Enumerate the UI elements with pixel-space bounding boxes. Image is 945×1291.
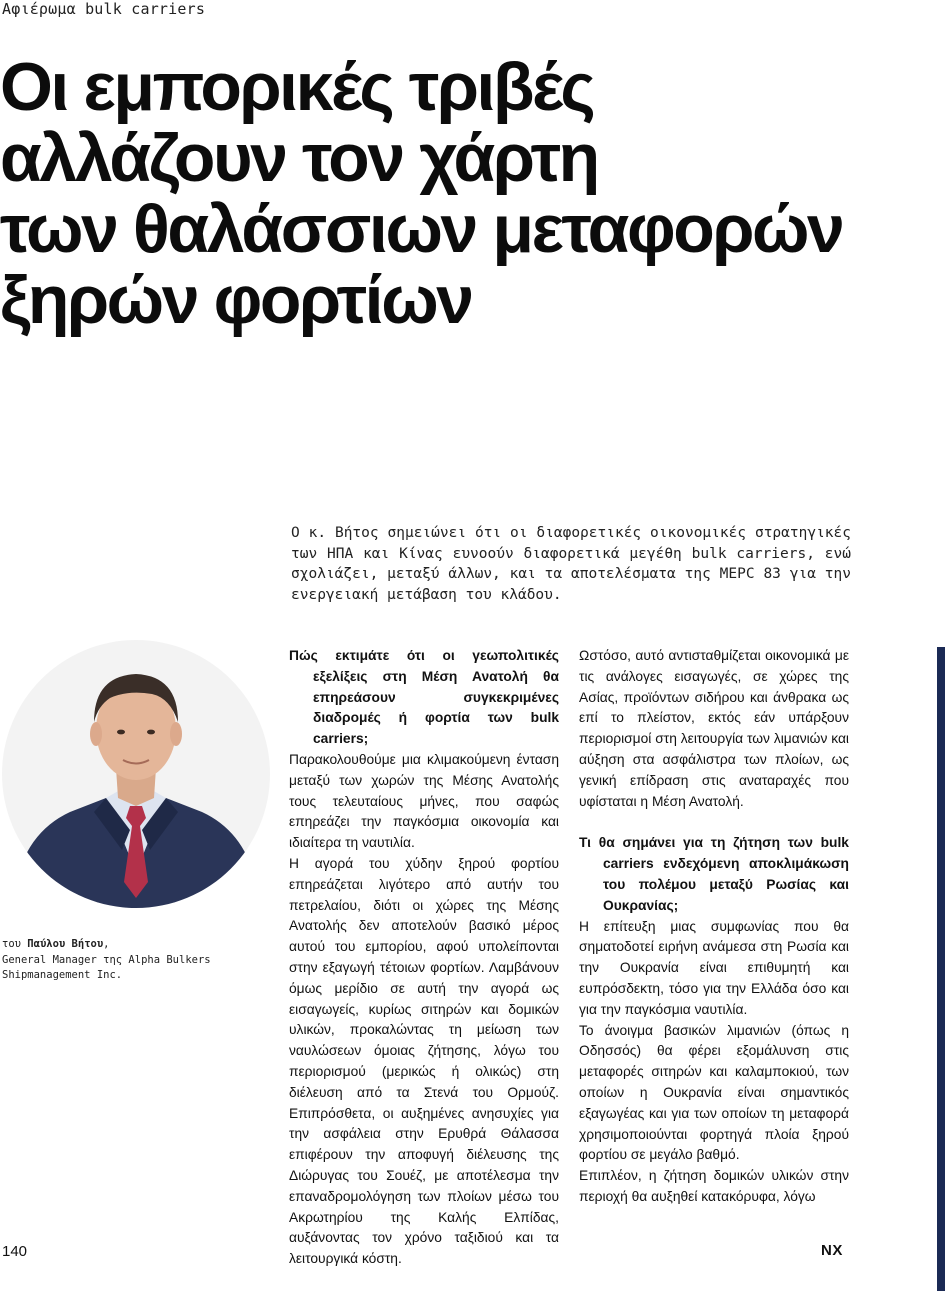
question-1: Πώς εκτιμάτε ότι οι γεωπολιτικές εξελίξεις στη Μέση Ανατολή θα επηρεάσουν συγκεκριμένες διαδρομές ή φορτία των bulk carriers; (289, 648, 559, 747)
photo-caption (2, 937, 262, 984)
answer-2-paragraph-1: Η επίτευξη μιας συμφωνίας που θα σηματοδοτεί ειρήνη ανάμεσα στη Ρωσία και την Ουκρανία είναι επιθυμητή και ευπρόσδεκτη, τόσο για την Ελλάδα όσο και για την παγκόσμια ναυτιλία. (579, 918, 849, 1017)
answer-2-paragraph-2: Το άνοιγμα βασικών λιμανιών (όπως η Οδησσός) θα φέρει εξομάλυνση στις μεταφορές σιτηρών και καλαμποκιού, των οποίων η Ουκρανία είναι σημαντικός εξαγωγέας και για των οποίων τη μεταφορά χρησιμοποιούνται φορτηγά πλοία ξηρού φορτίου σε μεγάλο βαθμό. (579, 1022, 849, 1163)
caption-role: General Manager της Alpha Bulkers Shipmanagement Inc. (2, 953, 211, 981)
caption-name: Παύλου Βήτου (27, 938, 104, 950)
portrait-photo (2, 640, 270, 908)
edge-accent-bar (937, 647, 945, 1291)
article-column-right (579, 646, 849, 1208)
answer-1-paragraph-1: Παρακολουθούμε μια κλιμακούμενη ένταση μεταξύ των χωρών της Μέσης Ανατολής τους τελευταίους μήνες, που σαφώς επηρεάζει την παγκόσμια οικονομία και ιδιαίτερα τη ναυτιλία. (289, 751, 559, 851)
answer-1-paragraph-2: Η αγορά του χύδην ξηρού φορτίου επηρεάζεται λιγότερο από αυτήν του πετρελαίου, διότι οι χώρες της Μέσης Ανατολής δεν αποτελούν βασικό μέρος αυτού του εμπορίου, αφού υπολείπονται στην εξαγωγή τέτοιων φορτίων. Λαμβάνουν όμως μερίδιο σε αυτή την αγορά ως εισαγωγείς, κυρίως σιτηρών και δομικών υλικών, προκαλώντας τη μείωση των ναυλώσεων όμοιας ζήτησης, λόγω του περιορισμού (μερικώς ή ολικώς) στη διέλευση από τα Στενά του Ορμούζ. Επιπρόσθετα, οι αυξημένες ανησυχίες για την ασφάλεια στην Ερυθρά Θάλασσα επιφέρουν την αποφυγή διέλευσης της Διώρυγας του Σουέζ, με αποτέλεσμα την επαναδρομολόγηση των πλοίων μέσω του Ακρωτηρίου της Καλής Ελπίδας, αυξάνοντας τον χρόνο ταξιδιού και τα λειτουργικά κόστη. (289, 855, 559, 1267)
brand-mark: NX (821, 1242, 843, 1259)
page-number: 140 (2, 1243, 28, 1260)
headline-line-1: Οι εμπορικές τριβές (0, 49, 594, 125)
answer-1-paragraph-3: Ωστόσο, αυτό αντισταθμίζεται οικονομικά με τις ανάλογες εισαγωγές, σε χώρες της Ασίας, προϊόντων σιδήρου και άνθρακα ως επί το πλείστον, εκτός εάν υπάρξουν περιορισμοί στη λειτουργία των λιμανιών και αύξηση στα ασφάλιστρα των πλοίων, ως γενική επίδραση στις αναταραχές που υφίσταται η Μέση Ανατολή. (579, 648, 849, 809)
headline (0, 49, 940, 338)
lead-paragraph: Ο κ. Βήτος σημειώνει ότι οι διαφορετικές οικονομικές στρατηγικές των ΗΠΑ και Κίνας ευνοούν διαφορετικά μεγέθη bulk carriers, ενώ σχολιάζει, μεταξύ άλλων, και τα αποτελέσματα της MEPC 83 για την ενεργειακή μετάβαση του κλάδου. (291, 525, 851, 603)
caption-prefix: του (2, 938, 28, 950)
section-tag: Αφιέρωμα bulk carriers (2, 0, 206, 18)
headline-line-2: αλλάζουν τον χάρτη (0, 120, 598, 196)
caption-suffix: , (103, 938, 110, 950)
headline-line-4: ξηρών φορτίων (0, 262, 472, 338)
portrait-illustration (2, 640, 270, 908)
article-column-left (289, 646, 559, 1270)
answer-2-paragraph-3: Επιπλέον, η ζήτηση δομικών υλικών στην περιοχή θα αυξηθεί κατακόρυφα, λόγω (579, 1168, 849, 1204)
headline-line-3: των θαλάσσιων μεταφορών (0, 191, 843, 267)
question-2: Τι θα σημάνει για τη ζήτηση των bulk carriers ενδεχόμενη αποκλιμάκωση του πολέμου μεταξύ Ρωσίας και Ουκρανίας; (579, 835, 849, 913)
